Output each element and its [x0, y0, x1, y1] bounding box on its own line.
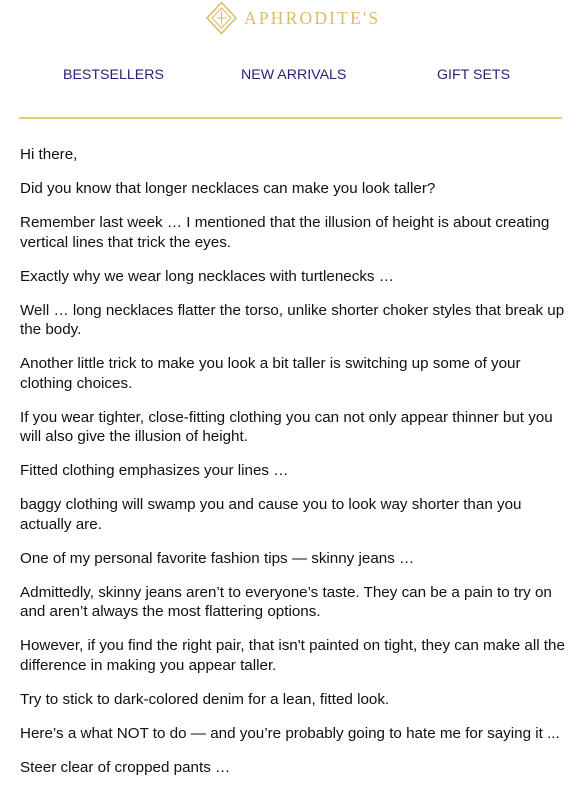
body-paragraph: If you wear tighter, close-fitting clothing you can not only appear thinner but you will also give the illusion of height. — [20, 408, 553, 445]
main-navigation — [0, 67, 580, 85]
nav-link-new-arrivals[interactable]: NEW ARRIVALS — [241, 67, 347, 83]
email-body — [20, 145, 565, 792]
body-paragraph: Steer clear of cropped pants … — [20, 758, 231, 776]
body-paragraph: Did you know that longer necklaces can make you look taller? — [20, 180, 436, 197]
body-paragraph: Admittedly, skinny jeans aren’t to everyone’s taste. They can be a pain to try on and aren’t always the most flattering options. — [20, 583, 552, 620]
body-paragraph: Try to stick to dark-colored denim for a lean, fitted look. — [20, 690, 390, 708]
diamond-monogram-icon — [205, 1, 238, 35]
email-header — [0, 0, 580, 36]
body-paragraph: Here’s a what NOT to do — and you’re probably going to hate me for saying it ... — [20, 724, 560, 742]
body-paragraph: Hi there, — [20, 146, 78, 163]
body-paragraph: One of my personal favorite fashion tips — skinny jeans … — [20, 549, 415, 567]
body-paragraph: However, if you find the right pair, that isn't painted on tight, they can make all the difference in making you appear taller. — [20, 637, 565, 674]
body-paragraph: Well … long necklaces flatter the torso, unlike shorter choker styles that break up the body. — [20, 301, 565, 338]
nav-link-gift-sets[interactable]: GIFT SETS — [437, 67, 511, 83]
nav-link-bestsellers[interactable]: BESTSELLERS — [63, 67, 164, 83]
brand-logo[interactable] — [205, 0, 380, 36]
body-paragraph: baggy clothing will swamp you and cause you to look way shorter than you actually are. — [20, 496, 522, 533]
brand-name: APHRODITE'S — [244, 7, 381, 28]
body-paragraph: Exactly why we wear long necklaces with turtlenecks … — [20, 267, 394, 285]
body-paragraph: Fitted clothing emphasizes your lines … — [20, 462, 289, 479]
header-divider — [19, 117, 562, 119]
body-paragraph: Remember last week … I mentioned that the illusion of height is about creating vertical lines that trick the eyes. — [20, 214, 550, 251]
body-paragraph: Another little trick to make you look a bit taller is switching up some of your clothing choices. — [20, 355, 521, 392]
